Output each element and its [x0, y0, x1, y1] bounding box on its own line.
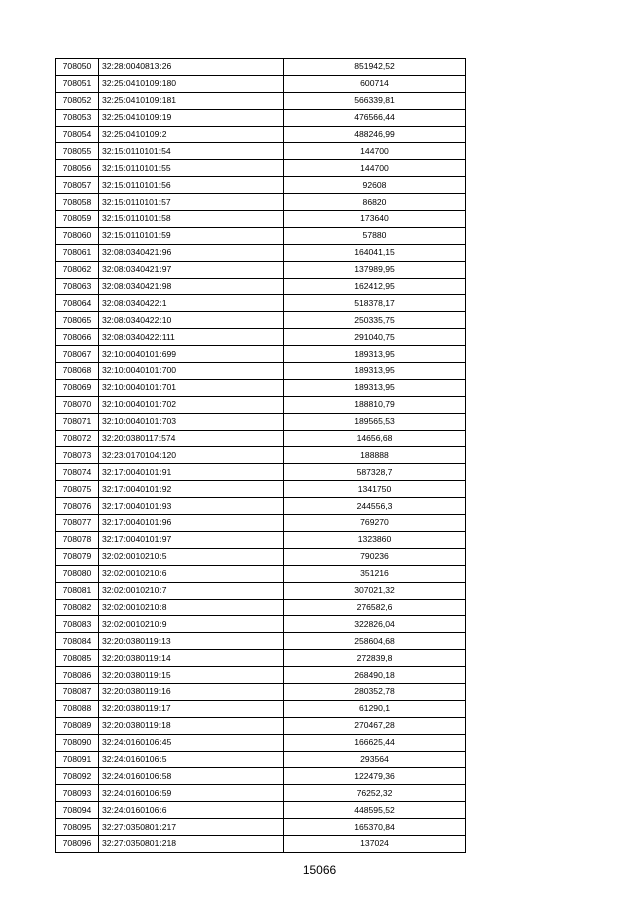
row-id-cell: 708069: [56, 379, 99, 396]
value-cell: 137989,95: [284, 261, 466, 278]
cadastral-number-cell: 32:08:0340421:96: [99, 244, 284, 261]
table-row: [56, 683, 466, 700]
table-row: [56, 396, 466, 413]
cadastral-number-cell: 32:15:0110101:58: [99, 211, 284, 228]
table-row: [56, 802, 466, 819]
value-cell: 851942,52: [284, 59, 466, 76]
row-id-cell: 708077: [56, 515, 99, 532]
value-cell: 162412,95: [284, 278, 466, 295]
cadastral-number-cell: 32:17:0040101:97: [99, 531, 284, 548]
cadastral-number-cell: 32:28:0040813:26: [99, 59, 284, 76]
cadastral-number-cell: 32:20:0380119:13: [99, 633, 284, 650]
value-cell: 92608: [284, 177, 466, 194]
table-row: [56, 819, 466, 836]
row-id-cell: 708057: [56, 177, 99, 194]
cadastral-number-cell: 32:17:0040101:91: [99, 464, 284, 481]
row-id-cell: 708092: [56, 768, 99, 785]
table-row: [56, 346, 466, 363]
value-cell: 188888: [284, 447, 466, 464]
value-cell: 293564: [284, 751, 466, 768]
value-cell: 61290,1: [284, 700, 466, 717]
table-row: [56, 734, 466, 751]
cadastral-number-cell: 32:20:0380119:15: [99, 667, 284, 684]
table-row: [56, 177, 466, 194]
table-row: [56, 244, 466, 261]
value-cell: 270467,28: [284, 717, 466, 734]
table-row: [56, 363, 466, 380]
row-id-cell: 708070: [56, 396, 99, 413]
cadastral-number-cell: 32:24:0160106:45: [99, 734, 284, 751]
value-cell: 76252,32: [284, 785, 466, 802]
value-cell: 268490,18: [284, 667, 466, 684]
value-cell: 122479,36: [284, 768, 466, 785]
value-cell: 1323860: [284, 531, 466, 548]
table-row: [56, 515, 466, 532]
cadastral-number-cell: 32:08:0340422:10: [99, 312, 284, 329]
cadastral-number-cell: 32:17:0040101:96: [99, 515, 284, 532]
table-row: [56, 447, 466, 464]
table-row: [56, 126, 466, 143]
table-row: [56, 59, 466, 76]
row-id-cell: 708051: [56, 75, 99, 92]
row-id-cell: 708093: [56, 785, 99, 802]
cadastral-number-cell: 32:15:0110101:54: [99, 143, 284, 160]
value-cell: 57880: [284, 227, 466, 244]
table-row: [56, 616, 466, 633]
table-row: [56, 379, 466, 396]
row-id-cell: 708090: [56, 734, 99, 751]
row-id-cell: 708062: [56, 261, 99, 278]
value-cell: 144700: [284, 160, 466, 177]
cadastral-number-cell: 32:02:0010210:5: [99, 548, 284, 565]
value-cell: 476566,44: [284, 109, 466, 126]
value-cell: 307021,32: [284, 582, 466, 599]
cadastral-number-cell: 32:25:0410109:180: [99, 75, 284, 92]
row-id-cell: 708095: [56, 819, 99, 836]
row-id-cell: 708052: [56, 92, 99, 109]
cadastral-number-cell: 32:10:0040101:702: [99, 396, 284, 413]
row-id-cell: 708089: [56, 717, 99, 734]
table-row: [56, 835, 466, 852]
value-cell: 566339,81: [284, 92, 466, 109]
row-id-cell: 708086: [56, 667, 99, 684]
value-cell: 86820: [284, 194, 466, 211]
row-id-cell: 708085: [56, 650, 99, 667]
table-row: [56, 278, 466, 295]
row-id-cell: 708060: [56, 227, 99, 244]
cadastral-number-cell: 32:25:0410109:2: [99, 126, 284, 143]
table-row: [56, 143, 466, 160]
cadastral-number-cell: 32:02:0010210:8: [99, 599, 284, 616]
value-cell: 291040,75: [284, 329, 466, 346]
cadastral-number-cell: 32:25:0410109:181: [99, 92, 284, 109]
row-id-cell: 708065: [56, 312, 99, 329]
cadastral-number-cell: 32:27:0350801:217: [99, 819, 284, 836]
table-row: [56, 785, 466, 802]
value-cell: 189565,53: [284, 413, 466, 430]
cadastral-number-cell: 32:20:0380119:17: [99, 700, 284, 717]
value-cell: 188810,79: [284, 396, 466, 413]
row-id-cell: 708063: [56, 278, 99, 295]
cadastral-number-cell: 32:08:0340421:97: [99, 261, 284, 278]
table-row: [56, 565, 466, 582]
cadastral-number-cell: 32:02:0010210:6: [99, 565, 284, 582]
value-cell: 769270: [284, 515, 466, 532]
value-cell: 518378,17: [284, 295, 466, 312]
cadastral-number-cell: 32:24:0160106:6: [99, 802, 284, 819]
cadastral-number-cell: 32:24:0160106:59: [99, 785, 284, 802]
table-row: [56, 160, 466, 177]
row-id-cell: 708096: [56, 835, 99, 852]
table-row: [56, 75, 466, 92]
value-cell: 587328,7: [284, 464, 466, 481]
cadastral-number-cell: 32:20:0380117:574: [99, 430, 284, 447]
row-id-cell: 708050: [56, 59, 99, 76]
row-id-cell: 708074: [56, 464, 99, 481]
table-row: [56, 295, 466, 312]
cadastral-number-cell: 32:17:0040101:93: [99, 498, 284, 515]
cadastral-number-cell: 32:08:0340421:98: [99, 278, 284, 295]
value-cell: 272839,8: [284, 650, 466, 667]
row-id-cell: 708087: [56, 683, 99, 700]
cadastral-number-cell: 32:15:0110101:59: [99, 227, 284, 244]
value-cell: 189313,95: [284, 379, 466, 396]
row-id-cell: 708075: [56, 481, 99, 498]
cadastral-number-cell: 32:15:0110101:56: [99, 177, 284, 194]
value-cell: 448595,52: [284, 802, 466, 819]
value-cell: 137024: [284, 835, 466, 852]
value-cell: 173640: [284, 211, 466, 228]
table-row: [56, 430, 466, 447]
row-id-cell: 708056: [56, 160, 99, 177]
value-cell: 250335,75: [284, 312, 466, 329]
row-id-cell: 708058: [56, 194, 99, 211]
table-row: [56, 211, 466, 228]
value-cell: 280352,78: [284, 683, 466, 700]
records-table: [55, 58, 466, 853]
cadastral-number-cell: 32:02:0010210:7: [99, 582, 284, 599]
cadastral-number-cell: 32:25:0410109:19: [99, 109, 284, 126]
cadastral-number-cell: 32:27:0350801:218: [99, 835, 284, 852]
records-table-body: [56, 59, 466, 853]
value-cell: 488246,99: [284, 126, 466, 143]
cadastral-number-cell: 32:17:0040101:92: [99, 481, 284, 498]
table-row: [56, 582, 466, 599]
cadastral-number-cell: 32:20:0380119:18: [99, 717, 284, 734]
table-row: [56, 650, 466, 667]
row-id-cell: 708055: [56, 143, 99, 160]
cadastral-number-cell: 32:10:0040101:699: [99, 346, 284, 363]
cadastral-number-cell: 32:15:0110101:57: [99, 194, 284, 211]
value-cell: 164041,15: [284, 244, 466, 261]
row-id-cell: 708053: [56, 109, 99, 126]
table-row: [56, 599, 466, 616]
table-row: [56, 751, 466, 768]
table-row: [56, 227, 466, 244]
value-cell: 258604,68: [284, 633, 466, 650]
table-row: [56, 329, 466, 346]
value-cell: 600714: [284, 75, 466, 92]
value-cell: 276582,6: [284, 599, 466, 616]
row-id-cell: 708083: [56, 616, 99, 633]
row-id-cell: 708072: [56, 430, 99, 447]
value-cell: 14656,68: [284, 430, 466, 447]
table-row: [56, 768, 466, 785]
value-cell: 144700: [284, 143, 466, 160]
value-cell: 322826,04: [284, 616, 466, 633]
value-cell: 351216: [284, 565, 466, 582]
cadastral-number-cell: 32:20:0380119:14: [99, 650, 284, 667]
row-id-cell: 708084: [56, 633, 99, 650]
row-id-cell: 708088: [56, 700, 99, 717]
row-id-cell: 708080: [56, 565, 99, 582]
row-id-cell: 708061: [56, 244, 99, 261]
table-row: [56, 531, 466, 548]
row-id-cell: 708078: [56, 531, 99, 548]
value-cell: 189313,95: [284, 346, 466, 363]
row-id-cell: 708059: [56, 211, 99, 228]
value-cell: 244556,3: [284, 498, 466, 515]
cadastral-number-cell: 32:23:0170104:120: [99, 447, 284, 464]
value-cell: 1341750: [284, 481, 466, 498]
row-id-cell: 708068: [56, 363, 99, 380]
table-row: [56, 92, 466, 109]
row-id-cell: 708066: [56, 329, 99, 346]
table-row: [56, 481, 466, 498]
row-id-cell: 708073: [56, 447, 99, 464]
table-row: [56, 464, 466, 481]
table-row: [56, 194, 466, 211]
table-row: [56, 498, 466, 515]
table-row: [56, 633, 466, 650]
table-row: [56, 667, 466, 684]
cadastral-number-cell: 32:10:0040101:701: [99, 379, 284, 396]
row-id-cell: 708081: [56, 582, 99, 599]
value-cell: 165370,84: [284, 819, 466, 836]
row-id-cell: 708082: [56, 599, 99, 616]
row-id-cell: 708091: [56, 751, 99, 768]
table-row: [56, 413, 466, 430]
cadastral-number-cell: 32:08:0340422:1: [99, 295, 284, 312]
value-cell: 189313,95: [284, 363, 466, 380]
cadastral-number-cell: 32:20:0380119:16: [99, 683, 284, 700]
value-cell: 166625,44: [284, 734, 466, 751]
row-id-cell: 708076: [56, 498, 99, 515]
row-id-cell: 708054: [56, 126, 99, 143]
row-id-cell: 708067: [56, 346, 99, 363]
row-id-cell: 708079: [56, 548, 99, 565]
table-row: [56, 717, 466, 734]
value-cell: 790236: [284, 548, 466, 565]
cadastral-number-cell: 32:02:0010210:9: [99, 616, 284, 633]
cadastral-number-cell: 32:10:0040101:703: [99, 413, 284, 430]
cadastral-number-cell: 32:15:0110101:55: [99, 160, 284, 177]
table-row: [56, 548, 466, 565]
row-id-cell: 708094: [56, 802, 99, 819]
page-number: 15066: [302, 863, 337, 877]
table-row: [56, 261, 466, 278]
cadastral-number-cell: 32:24:0160106:58: [99, 768, 284, 785]
row-id-cell: 708071: [56, 413, 99, 430]
table-row: [56, 109, 466, 126]
table-row: [56, 312, 466, 329]
cadastral-number-cell: 32:24:0160106:5: [99, 751, 284, 768]
cadastral-number-cell: 32:08:0340422:111: [99, 329, 284, 346]
cadastral-number-cell: 32:10:0040101:700: [99, 363, 284, 380]
row-id-cell: 708064: [56, 295, 99, 312]
table-row: [56, 700, 466, 717]
